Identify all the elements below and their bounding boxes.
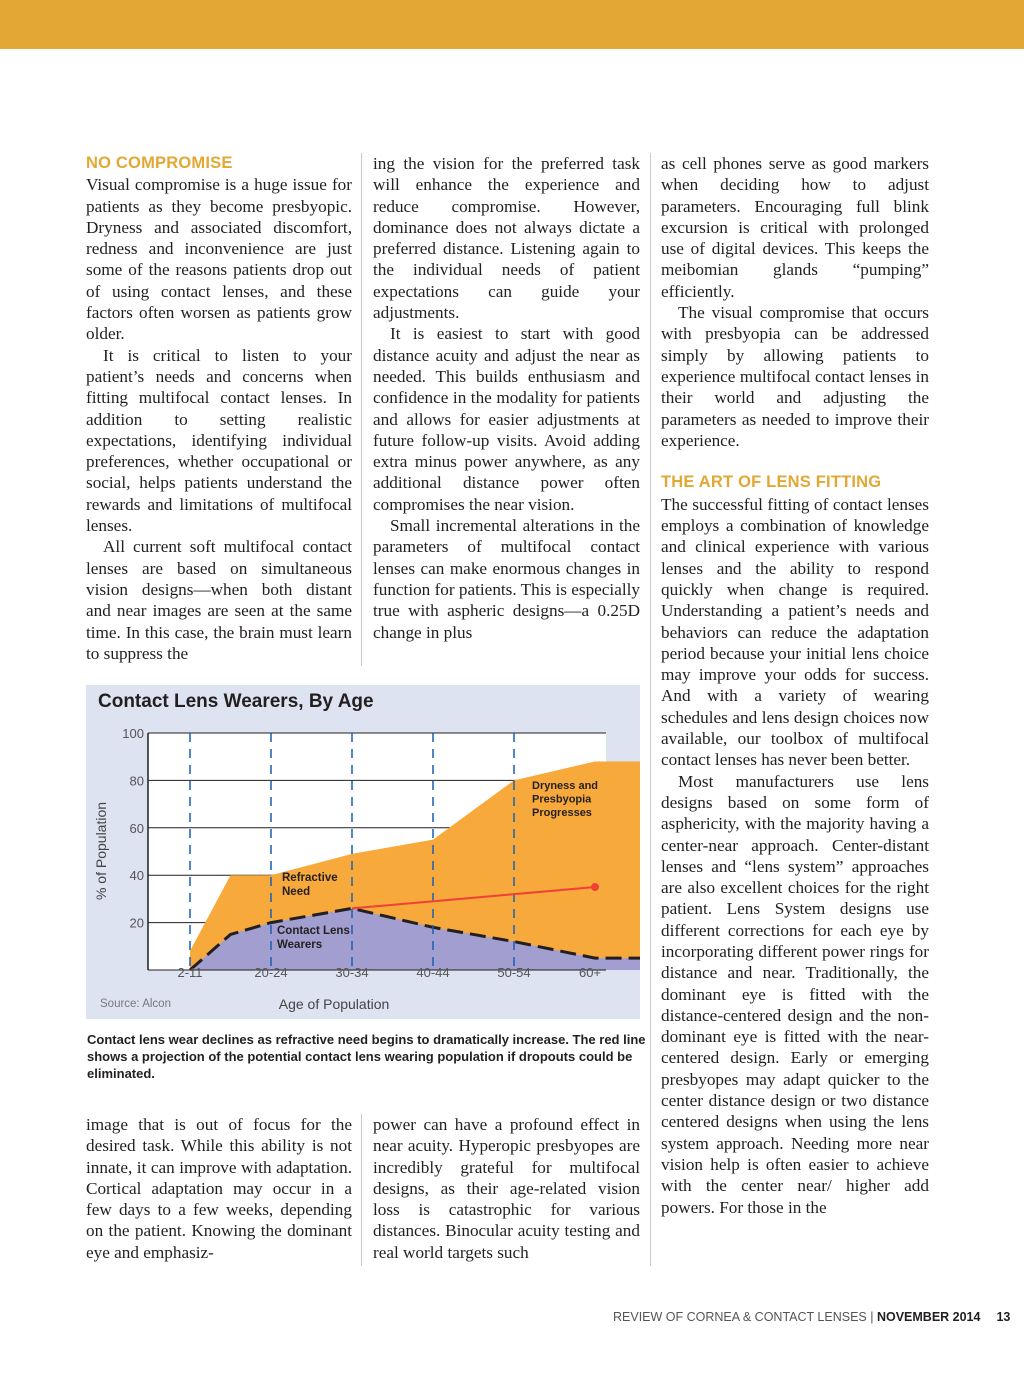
paragraph: The successful fitting of contact lenses employs a combination of knowledge and clinical experience with various lenses and the ability to respond quickly when change is required. Understanding a patient’s needs and behaviors can reduce the adaptation period because your initial lens choice may improve your odds for success. And with a variety of wearing schedules and lens design choices now available, our toolbox of multifocal contact lenses has never been better.: [661, 494, 929, 770]
paragraph: The visual compromise that occurs with presbyopia can be addressed simply by allowing patients to experience multifocal contact lenses in their world and adjusting the parameters as needed to improve their experience.: [661, 303, 929, 450]
paragraph: image that is out of focus for the desired task. While this ability is not innate, it can improve with adaptation. Cortical adaptation may occur in a few days to a few weeks, depending on the patient. Knowing the dominant eye and emphasiz-: [86, 1115, 352, 1262]
section-heading-art-of-lens-fitting: THE ART OF LENS FITTING: [661, 473, 882, 492]
x-tick-label: 2-11: [177, 965, 203, 980]
chart-title: Contact Lens Wearers, By Age: [98, 691, 374, 712]
column-1-top: [86, 153, 352, 664]
x-tick-label: 60+: [578, 965, 602, 980]
issue-date: NOVEMBER 2014: [876, 1310, 981, 1324]
figure-caption: Contact lens wear declines as refractive need begins to dramatically increase. The red line shows a projection of the potential contact lens wearing population if dropouts could be eliminated.: [87, 1032, 646, 1081]
column-2-bottom: [373, 1114, 640, 1263]
paragraph: as cell phones serve as good markers when deciding how to adjust parameters. Encouraging full blink excursion is critical with prolonged use of digital devices. This keeps the meibomian glands “pumping” efficiently.: [661, 154, 929, 301]
x-tick-label: 40-44: [416, 965, 450, 980]
column-divider: [650, 153, 651, 1266]
paragraph: Small incremental alterations in the parameters of multifocal contact lenses can make enormous changes in function for patients. This is especially true with aspheric designs—a 0.25D change in plus: [373, 516, 640, 642]
projection-end-point: [591, 883, 599, 891]
x-axis-title: Age of Population: [278, 996, 390, 1012]
y-tick-label: 40: [129, 868, 144, 884]
x-tick-label: 50-54: [497, 965, 531, 980]
paragraph: All current soft multifocal contact lenses are based on simultaneous vision designs—when both distant and near images are seen at the same time. In this case, the brain must learn to suppress the: [86, 537, 352, 663]
paragraph: It is easiest to start with good distance acuity and adjust the near as needed. This builds enthusiasm and confidence in the modality for patients and allows for easier adjustments at future follow-up visits. Avoid adding extra minus power anywhere, as any additional distance power often compromises the near vision.: [373, 324, 640, 514]
dryness-annotation: Progresses: [532, 807, 592, 819]
refractive-need-label: Refractive: [282, 872, 338, 884]
paragraph: It is critical to listen to your patient’s needs and concerns when fitting multifocal contact lenses. In addition to setting realistic expectations, identifying individual preferences, whether occupational or social, helps patients understand the rewards and limitations of multifocal lenses.: [86, 345, 352, 536]
section-heading-no-compromise: NO COMPROMISE: [86, 154, 233, 172]
column-3: [661, 153, 929, 1218]
paragraph: Visual compromise is a huge issue for patients as they become presbyopic. Dryness and associated discomfort, redness and inconvenience are just some of the reasons patients drop out of using contact lenses, and these factors often worsen as patients grow older.: [86, 175, 352, 344]
x-tick-label: 30-34: [335, 965, 369, 980]
area-chart: [86, 685, 640, 1019]
paragraph: power can have a profound effect in near acuity. Hyperopic presbyopes are incredibly grateful for multifocal designs, as their age-related vision loss is catastrophic for various distances. Binocular acuity testing and real world targets such: [373, 1115, 640, 1262]
y-tick-label: 20: [129, 915, 144, 931]
column-2-top: [373, 153, 640, 643]
journal-name: REVIEW OF CORNEA & CONTACT LENSES |: [613, 1310, 877, 1324]
page-footer: [613, 1310, 1011, 1324]
y-axis-title: % of Population: [93, 801, 109, 901]
paragraph: ing the vision for the preferred task will enhance the experience and reduce compromise. However, dominance does not always dictate a preferred distance. Listening again to the individual needs of patient expectations can guide your adjustments.: [373, 154, 640, 323]
y-tick-label: 100: [122, 726, 144, 741]
page-number: 13: [996, 1310, 1011, 1324]
dryness-annotation: Dryness and: [532, 780, 599, 792]
chart-source: Source: Alcon: [100, 998, 171, 1010]
y-tick-label: 60: [129, 820, 144, 836]
contact-lens-wearers-label: Wearers: [277, 939, 323, 951]
column-1-bottom: [86, 1114, 352, 1263]
x-tick-label: 20-24: [254, 965, 288, 980]
y-tick-label: 80: [129, 773, 144, 789]
paragraph: Most manufacturers use lens designs based on some form of asphericity, with the majority having a center-near approach. Center-distant lenses and “lens system” approaches are also excellent choices for the right patient. Lens System designs use different corrections for each eye by incorporating different power rings for distance and near. Traditionally, the dominant eye is fitted with the distance-centered design and the non-dominant eye is fitted with the near-centered design. Early or emerging presbyopes may adapt quicker to the center distance design or two distance centered designs when using the lens system approach. Needing more near vision help is often easier to achieve with the center near/ higher add powers. For those in the: [661, 771, 929, 1217]
chart-panel: [86, 685, 640, 1019]
dryness-annotation: Presbyopia: [532, 793, 592, 806]
header-accent-bar: [0, 0, 1024, 49]
column-divider: [361, 153, 362, 666]
contact-lens-wearers-label: Contact Lens: [277, 925, 350, 937]
column-divider: [361, 1114, 362, 1266]
refractive-need-label: Need: [282, 886, 311, 898]
